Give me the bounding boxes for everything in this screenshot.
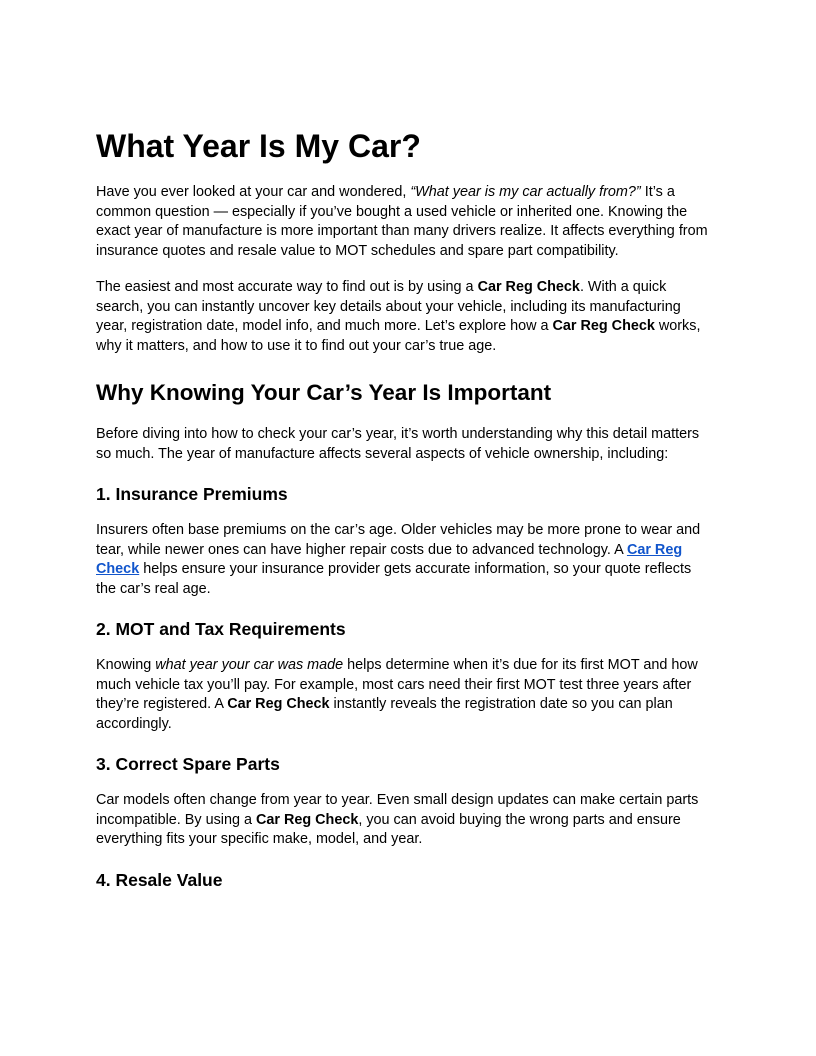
item1-text: Insurers often base premiums on the car’s age. Older vehicles may be more prone to wear and bbox=[96, 522, 701, 538]
item1-text: helps ensure your insurance provider gets accurate information, so your quote reflects bbox=[139, 561, 692, 577]
page-title: What Year Is My Car? bbox=[96, 128, 421, 164]
item2-text: instantly reveals the registration date so you can plan bbox=[329, 696, 673, 712]
item1-text: tear, while newer ones can have higher repair costs due to advanced technology. A bbox=[96, 541, 627, 558]
intro2-text: year, registration date, model info, and much more. Let’s explore how a bbox=[96, 318, 553, 334]
section-intro-text: so much. The year of manufacture affects several aspects of vehicle ownership, including: bbox=[96, 445, 669, 462]
car-reg-check-bold: Car Reg Check bbox=[227, 696, 330, 712]
intro2-text: works, bbox=[654, 318, 701, 334]
intro2-text: . With a quick bbox=[579, 279, 667, 295]
item3-text: incompatible. By using a bbox=[96, 811, 256, 828]
intro1-text: It’s a bbox=[640, 184, 675, 200]
item-paragraph-mot-tax bbox=[96, 656, 726, 734]
intro1-text: insurance quotes and resale value to MOT schedules and spare part compatibility. bbox=[96, 242, 619, 259]
car-reg-check-bold: Car Reg Check bbox=[477, 279, 580, 295]
intro1-text: common question — especially if you’ve bought a used vehicle or inherited one. Knowing the bbox=[96, 203, 688, 220]
intro1-question: “What year is my car actually from?” bbox=[410, 184, 641, 200]
item2-italic: what year your car was made bbox=[155, 657, 344, 673]
car-reg-check-bold: Car Reg Check bbox=[255, 811, 359, 828]
item3-text: Car models often change from year to year. Even small design updates can make certain parts bbox=[96, 792, 699, 808]
item-paragraph-spare-parts bbox=[96, 791, 726, 850]
item2-text: Knowing bbox=[96, 657, 156, 673]
item2-text: helps determine when it’s due for its first MOT and how bbox=[343, 657, 698, 673]
item3-text: everything fits your specific make, model, and year. bbox=[96, 831, 423, 847]
car-reg-check-link[interactable]: Check bbox=[96, 561, 140, 577]
car-reg-check-link[interactable]: Car Reg bbox=[626, 541, 683, 558]
intro-paragraph-2 bbox=[96, 278, 726, 356]
item2-text: accordingly. bbox=[96, 715, 172, 732]
item2-text: much vehicle tax you’ll pay. For example, most cars need their first MOT test three years after bbox=[96, 676, 692, 693]
item2-text: they’re registered. A bbox=[96, 696, 228, 712]
section-intro-text: Before diving into how to check your car’s year, it’s worth understanding why this detail matters bbox=[96, 426, 700, 442]
item3-text: , you can avoid buying the wrong parts and ensure bbox=[358, 811, 681, 828]
item-heading-spare-parts: 3. Correct Spare Parts bbox=[96, 754, 280, 774]
item-heading-resale-value: 4. Resale Value bbox=[96, 870, 223, 890]
intro1-text: Have you ever looked at your car and wondered, bbox=[96, 184, 411, 200]
item-paragraph-insurance bbox=[96, 521, 726, 599]
item-heading-insurance: 1. Insurance Premiums bbox=[96, 484, 288, 504]
intro2-text: why it matters, and how to use it to find out your car’s true age. bbox=[96, 337, 497, 354]
section-heading: Why Knowing Your Car’s Year Is Important bbox=[96, 380, 552, 405]
intro2-text: The easiest and most accurate way to find out is by using a bbox=[96, 279, 478, 295]
item-heading-mot-tax: 2. MOT and Tax Requirements bbox=[96, 619, 346, 639]
intro-paragraph-1 bbox=[96, 183, 726, 261]
car-reg-check-bold: Car Reg Check bbox=[552, 318, 655, 334]
section-intro-paragraph bbox=[96, 425, 726, 464]
intro1-text: exact year of manufacture is more important than many drivers realize. It affects everything from bbox=[96, 223, 708, 239]
item1-text: the car’s real age. bbox=[96, 580, 211, 597]
intro2-text: search, you can instantly uncover key details about your vehicle, including its manufacturing bbox=[96, 298, 681, 315]
